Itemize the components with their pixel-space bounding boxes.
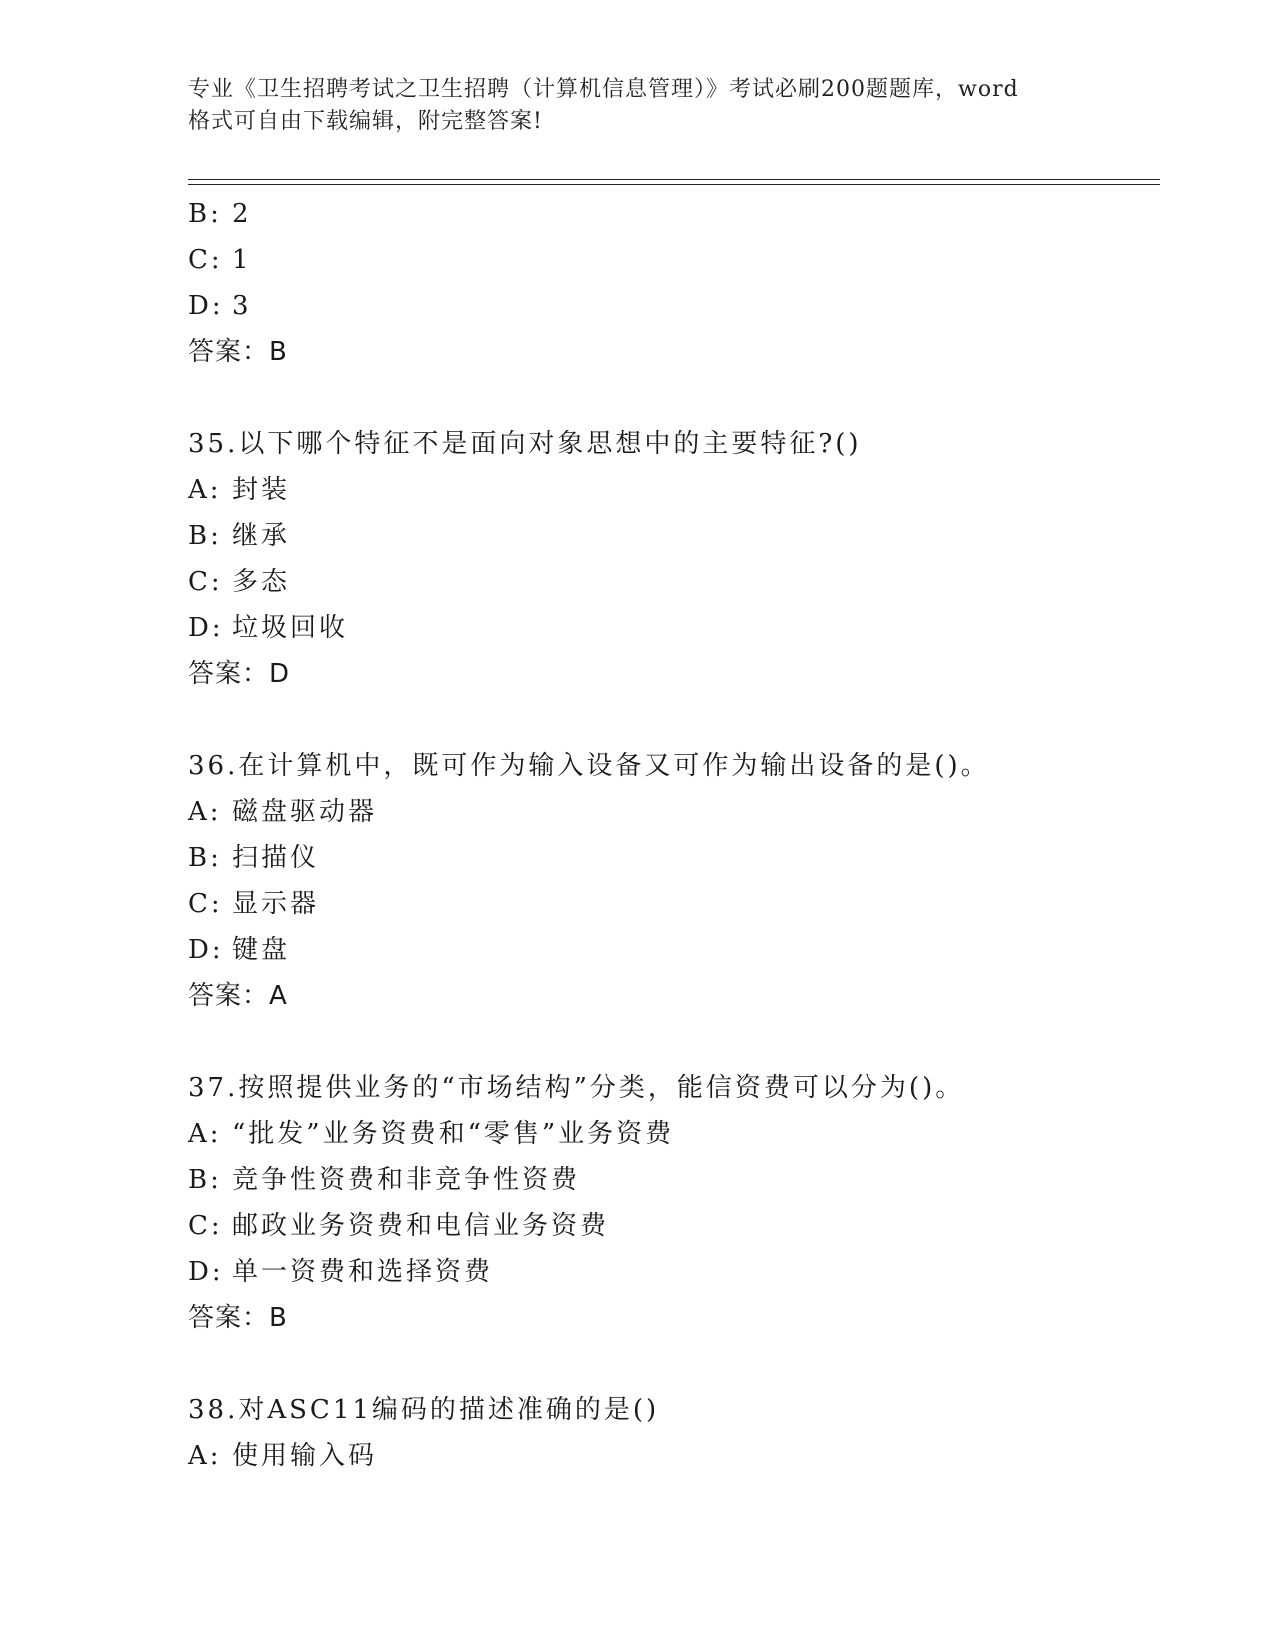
option-text: 继承 [232,521,291,551]
answer-line: 答案：B [188,1303,288,1333]
option-text: 多态 [232,567,291,597]
option-letter: A: [188,475,222,505]
question-35 [188,421,1148,697]
option-text: 2 [232,199,252,229]
option-letter: A: [188,797,222,827]
option-text: 单一资费和选择资费 [232,1257,494,1287]
option-d [188,283,1148,329]
option-b [188,513,1148,559]
option-text: 显示器 [232,889,320,919]
spacer [188,697,1148,743]
option-b [188,1157,1148,1203]
document-header [188,74,1088,138]
option-text: 邮政业务资费和电信业务资费 [232,1211,610,1241]
option-letter: B: [188,199,222,229]
option-letter: C: [188,567,223,597]
question-stem: 36.在计算机中，既可作为输入设备又可作为输出设备的是()。 [188,751,990,781]
option-a [188,1111,1148,1157]
spacer [188,375,1148,421]
option-text: 使用输入码 [232,1441,378,1471]
option-letter: B: [188,521,222,551]
option-letter: C: [188,1211,223,1241]
answer-line: 答案：D [188,659,291,689]
option-text: 1 [232,245,252,275]
option-c [188,559,1148,605]
option-text: 扫描仪 [232,843,320,873]
header-line-1: 专业《卫生招聘考试之卫生招聘（计算机信息管理）》考试必刷200题题库，word [188,77,1019,102]
header-divider-bottom [188,184,1160,185]
option-d [188,605,1148,651]
carryover-block [188,191,1148,375]
option-c [188,1203,1148,1249]
option-letter: B: [188,1165,222,1195]
option-letter: A: [188,1441,222,1471]
option-letter: D: [188,935,224,965]
option-b [188,835,1148,881]
header-divider-top [188,179,1160,180]
option-letter: A: [188,1119,222,1149]
spacer [188,1019,1148,1065]
question-38 [188,1387,1148,1479]
question-37 [188,1065,1148,1341]
option-letter: B: [188,843,222,873]
answer-line: 答案：A [188,981,288,1011]
option-text: 磁盘驱动器 [232,797,378,827]
option-letter: D: [188,613,224,643]
option-text: 3 [232,291,252,321]
option-d [188,1249,1148,1295]
option-letter: D: [188,1257,224,1287]
header-line-2: 格式可自由下载编辑，附完整答案! [188,109,543,134]
option-text: 封装 [232,475,291,505]
question-stem: 37.按照提供业务的“市场结构”分类，能信资费可以分为()。 [188,1073,965,1103]
answer-line: 答案：B [188,337,288,367]
option-letter: D: [188,291,224,321]
option-text: 键盘 [232,935,291,965]
option-a [188,789,1148,835]
question-list [188,191,1148,1479]
question-stem: 35.以下哪个特征不是面向对象思想中的主要特征?() [188,429,862,459]
spacer [188,1341,1148,1387]
option-text: 垃圾回收 [232,613,349,643]
option-letter: C: [188,245,223,275]
option-a [188,467,1148,513]
option-c [188,237,1148,283]
option-text: 竞争性资费和非竞争性资费 [232,1165,581,1195]
question-stem: 38.对ASC11编码的描述准确的是() [188,1395,660,1425]
option-a [188,1433,1148,1479]
option-letter: C: [188,889,223,919]
question-36 [188,743,1148,1019]
option-c [188,881,1148,927]
option-d [188,927,1148,973]
option-b [188,191,1148,237]
option-text: “批发”业务资费和“零售”业务资费 [232,1119,675,1149]
